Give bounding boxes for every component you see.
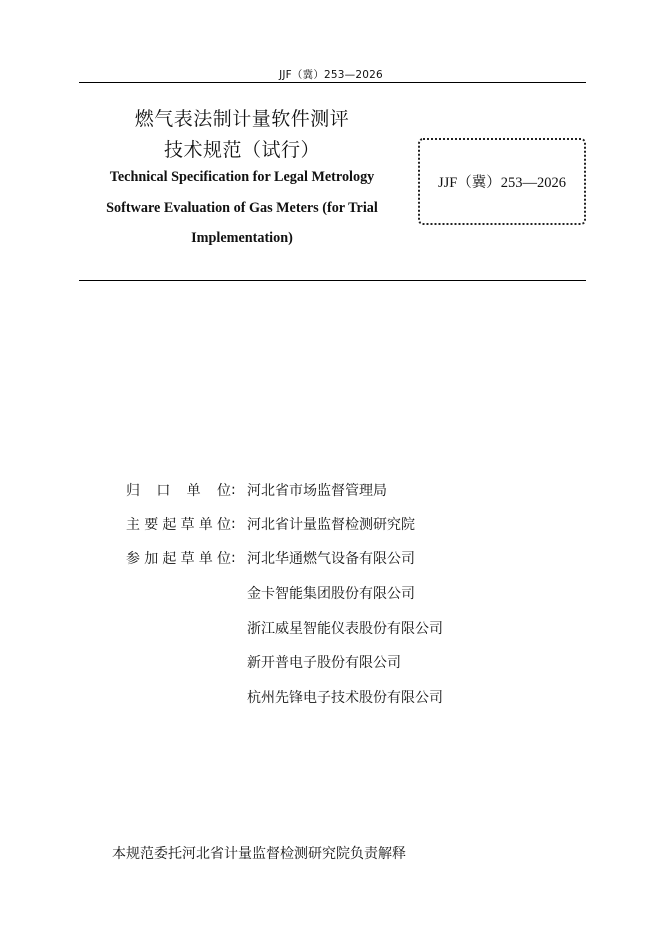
participating-unit-row (126, 547, 415, 569)
participating-unit-row (126, 582, 415, 604)
header-divider (79, 82, 586, 83)
participating-unit-value: 河北华通燃气设备有限公司 (247, 551, 415, 567)
main-drafting-unit-label: 主 要 起 草 单 位 (126, 517, 231, 533)
responsible-unit-label: 归 口 单 位 (126, 483, 231, 499)
responsible-unit-value: 河北省市场监督管理局 (247, 483, 387, 499)
participating-unit-row (126, 651, 401, 673)
participating-unit-label: 参 加 起 草 单 位 (126, 551, 231, 567)
participating-unit-value: 新开普电子股份有限公司 (247, 655, 401, 671)
standard-code-box (418, 138, 586, 225)
header-standard-code: JJF（冀）253—2026 (279, 69, 383, 81)
main-drafting-unit-value: 河北省计量监督检测研究院 (247, 517, 415, 533)
interpretation-note: 本规范委托河北省计量监督检测研究院负责解释 (112, 846, 406, 862)
title-chinese-line-1: 燃气表法制计量软件测评 (134, 108, 350, 130)
standard-code-text: JJF（冀）253—2026 (437, 175, 567, 191)
label-colon: : (231, 482, 236, 498)
title-chinese-line-2: 技术规范（试行） (163, 139, 320, 161)
participating-unit-row (126, 686, 443, 708)
participating-unit-value: 杭州先锋电子技术股份有限公司 (247, 690, 443, 706)
title-divider (79, 280, 586, 281)
label-colon: : (231, 516, 236, 532)
participating-unit-value: 金卡智能集团股份有限公司 (247, 586, 415, 602)
title-english-line-1: Technical Specification for Legal Metrology (109, 169, 375, 185)
responsible-unit-row (126, 479, 387, 501)
title-english-line-2: Software Evaluation of Gas Meters (for Trial (106, 200, 378, 216)
label-colon: : (231, 550, 236, 566)
participating-unit-row (126, 617, 443, 639)
main-drafting-unit-row (126, 513, 415, 535)
title-english-line-3: Implementation) (191, 230, 293, 246)
participating-unit-value: 浙江威星智能仪表股份有限公司 (247, 621, 443, 637)
